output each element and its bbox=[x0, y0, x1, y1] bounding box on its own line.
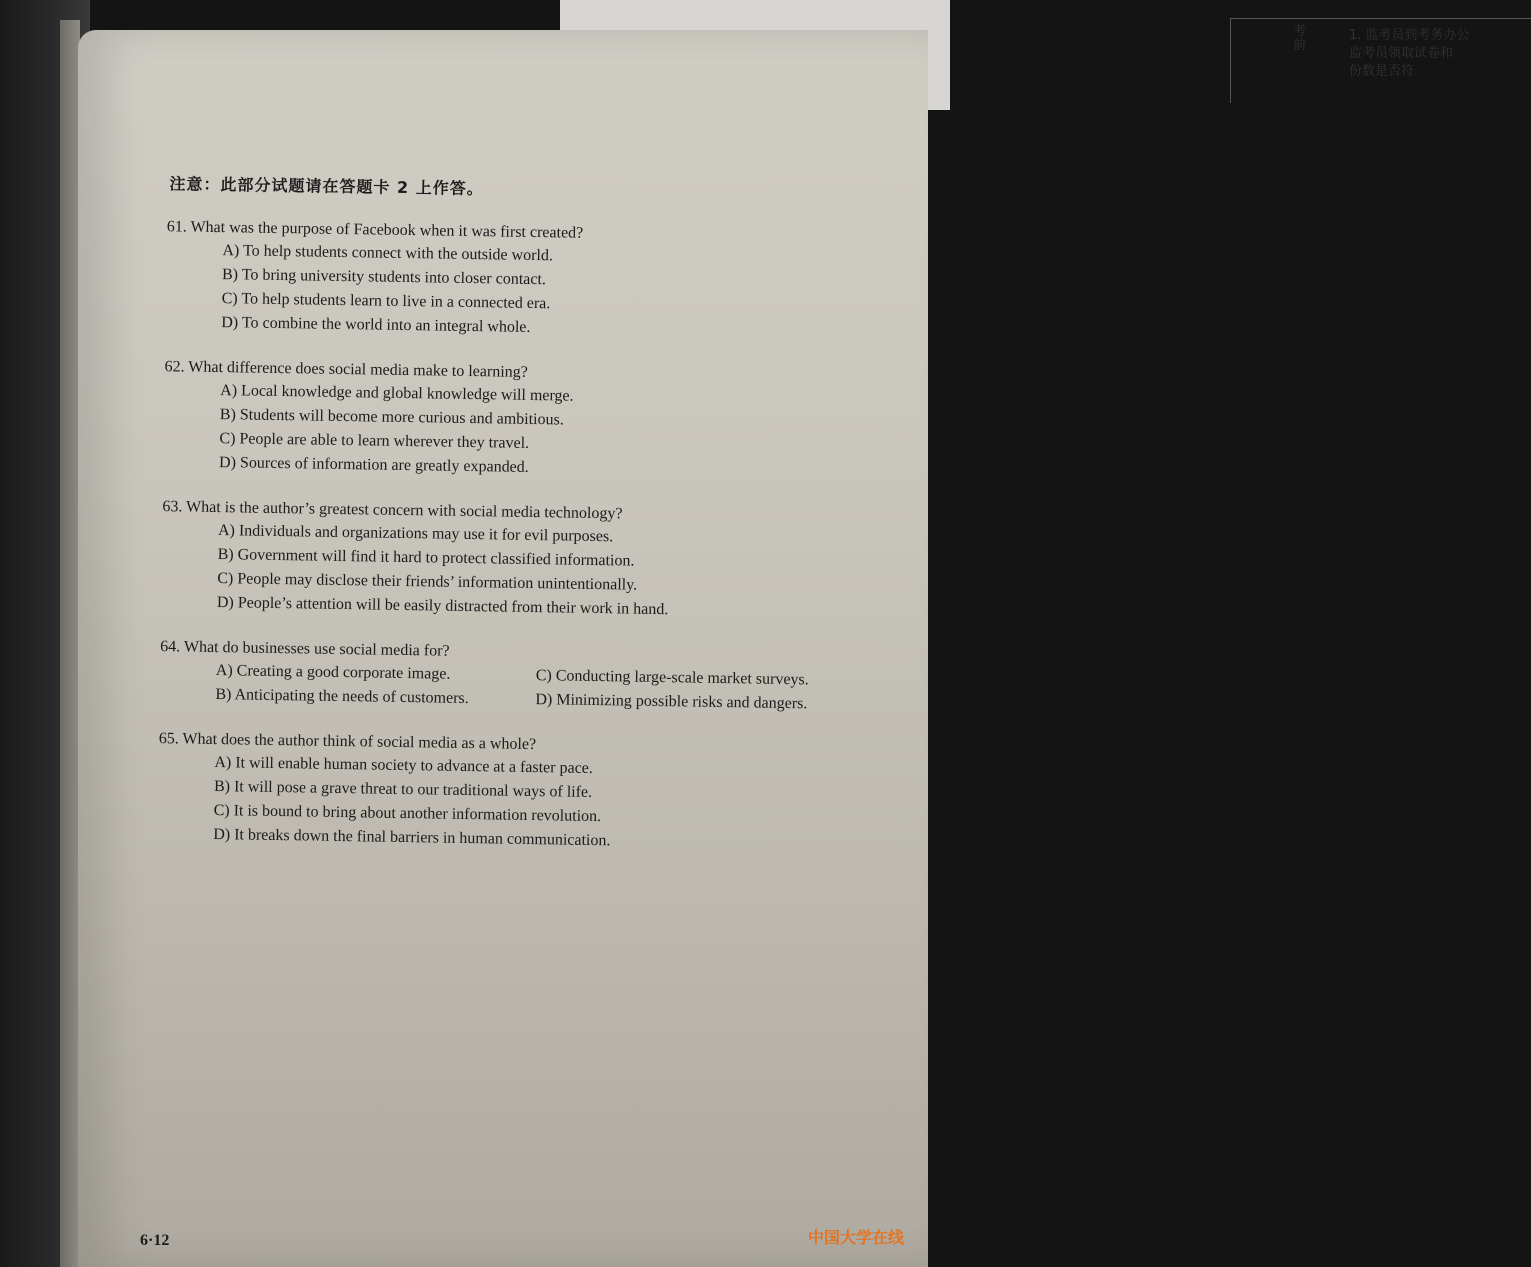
option-a: A) Creating a good corporate image. bbox=[215, 662, 451, 683]
page-stack-edge bbox=[60, 20, 80, 1267]
table-text-line: 监考员领取试卷和 bbox=[1349, 46, 1454, 61]
question-65 bbox=[79, 727, 861, 857]
option-c: C) People may disclose their friends’ information unintentionally. bbox=[217, 570, 638, 594]
option-b: B) Students will become more curious and ambitious. bbox=[219, 406, 564, 429]
options-list bbox=[213, 751, 860, 857]
questions-section bbox=[79, 150, 870, 857]
section-notice: 注意：此部分试题请在答题卡 2 上作答。 bbox=[169, 174, 484, 199]
option-b: B) Anticipating the needs of customers. bbox=[215, 686, 469, 708]
option-d: D) Sources of information are greatly expanded. bbox=[218, 454, 529, 476]
option-a: A) Individuals and organizations may use it for evil purposes. bbox=[217, 522, 614, 546]
table-cell-label: 考前 bbox=[1293, 24, 1307, 53]
question-stem: 65. What does the author think of social media as a whole? bbox=[158, 730, 537, 754]
option-a: A) It will enable human society to advance at a faster pace. bbox=[214, 754, 593, 777]
table-cell-text bbox=[1349, 27, 1519, 81]
options-list bbox=[217, 519, 864, 625]
option-c: C) To help students learn to live in a connected era. bbox=[221, 290, 551, 313]
options-list bbox=[221, 239, 868, 345]
question-63 bbox=[83, 495, 865, 625]
option-c: C) It is bound to bring about another information revolution. bbox=[213, 802, 602, 826]
question-stem: 62. What difference does social media make to learning? bbox=[164, 358, 528, 381]
options-list bbox=[215, 659, 862, 717]
exam-instruction-table bbox=[1230, 18, 1531, 103]
options-list bbox=[219, 379, 866, 485]
option-d: D) Minimizing possible risks and dangers. bbox=[535, 691, 808, 713]
option-b: B) Government will find it hard to protect classified information. bbox=[217, 546, 635, 570]
question-stem: 64. What do businesses use social media for? bbox=[160, 638, 450, 660]
option-a: A) Local knowledge and global knowledge will merge. bbox=[220, 382, 574, 405]
question-stem: 63. What is the author’s greatest concern with social media technology? bbox=[162, 498, 623, 523]
option-d: D) To combine the world into an integral whole. bbox=[221, 314, 531, 336]
table-text-line: 份数是否符 bbox=[1349, 64, 1415, 79]
option-c: C) People are able to learn wherever they travel. bbox=[219, 430, 530, 452]
question-stem: 61. What was the purpose of Facebook when it was first created? bbox=[166, 218, 584, 242]
option-d: D) It breaks down the final barriers in human communication. bbox=[213, 826, 611, 850]
option-b: B) To bring university students into closer contact. bbox=[221, 266, 547, 289]
table-text-line: 1. 监考员到考务办公 bbox=[1349, 28, 1470, 43]
question-62 bbox=[85, 355, 867, 485]
option-d: D) People’s attention will be easily distracted from their work in hand. bbox=[216, 594, 669, 619]
question-64 bbox=[81, 635, 862, 717]
site-watermark: 中国大学在线 bbox=[808, 1228, 905, 1247]
option-b: B) It will pose a grave threat to our traditional ways of life. bbox=[213, 778, 593, 801]
option-c: C) Conducting large-scale market surveys. bbox=[535, 667, 809, 689]
option-a: A) To help students connect with the outside world. bbox=[222, 242, 554, 265]
question-61 bbox=[87, 215, 869, 345]
page-number: 6·12 bbox=[140, 1232, 170, 1249]
